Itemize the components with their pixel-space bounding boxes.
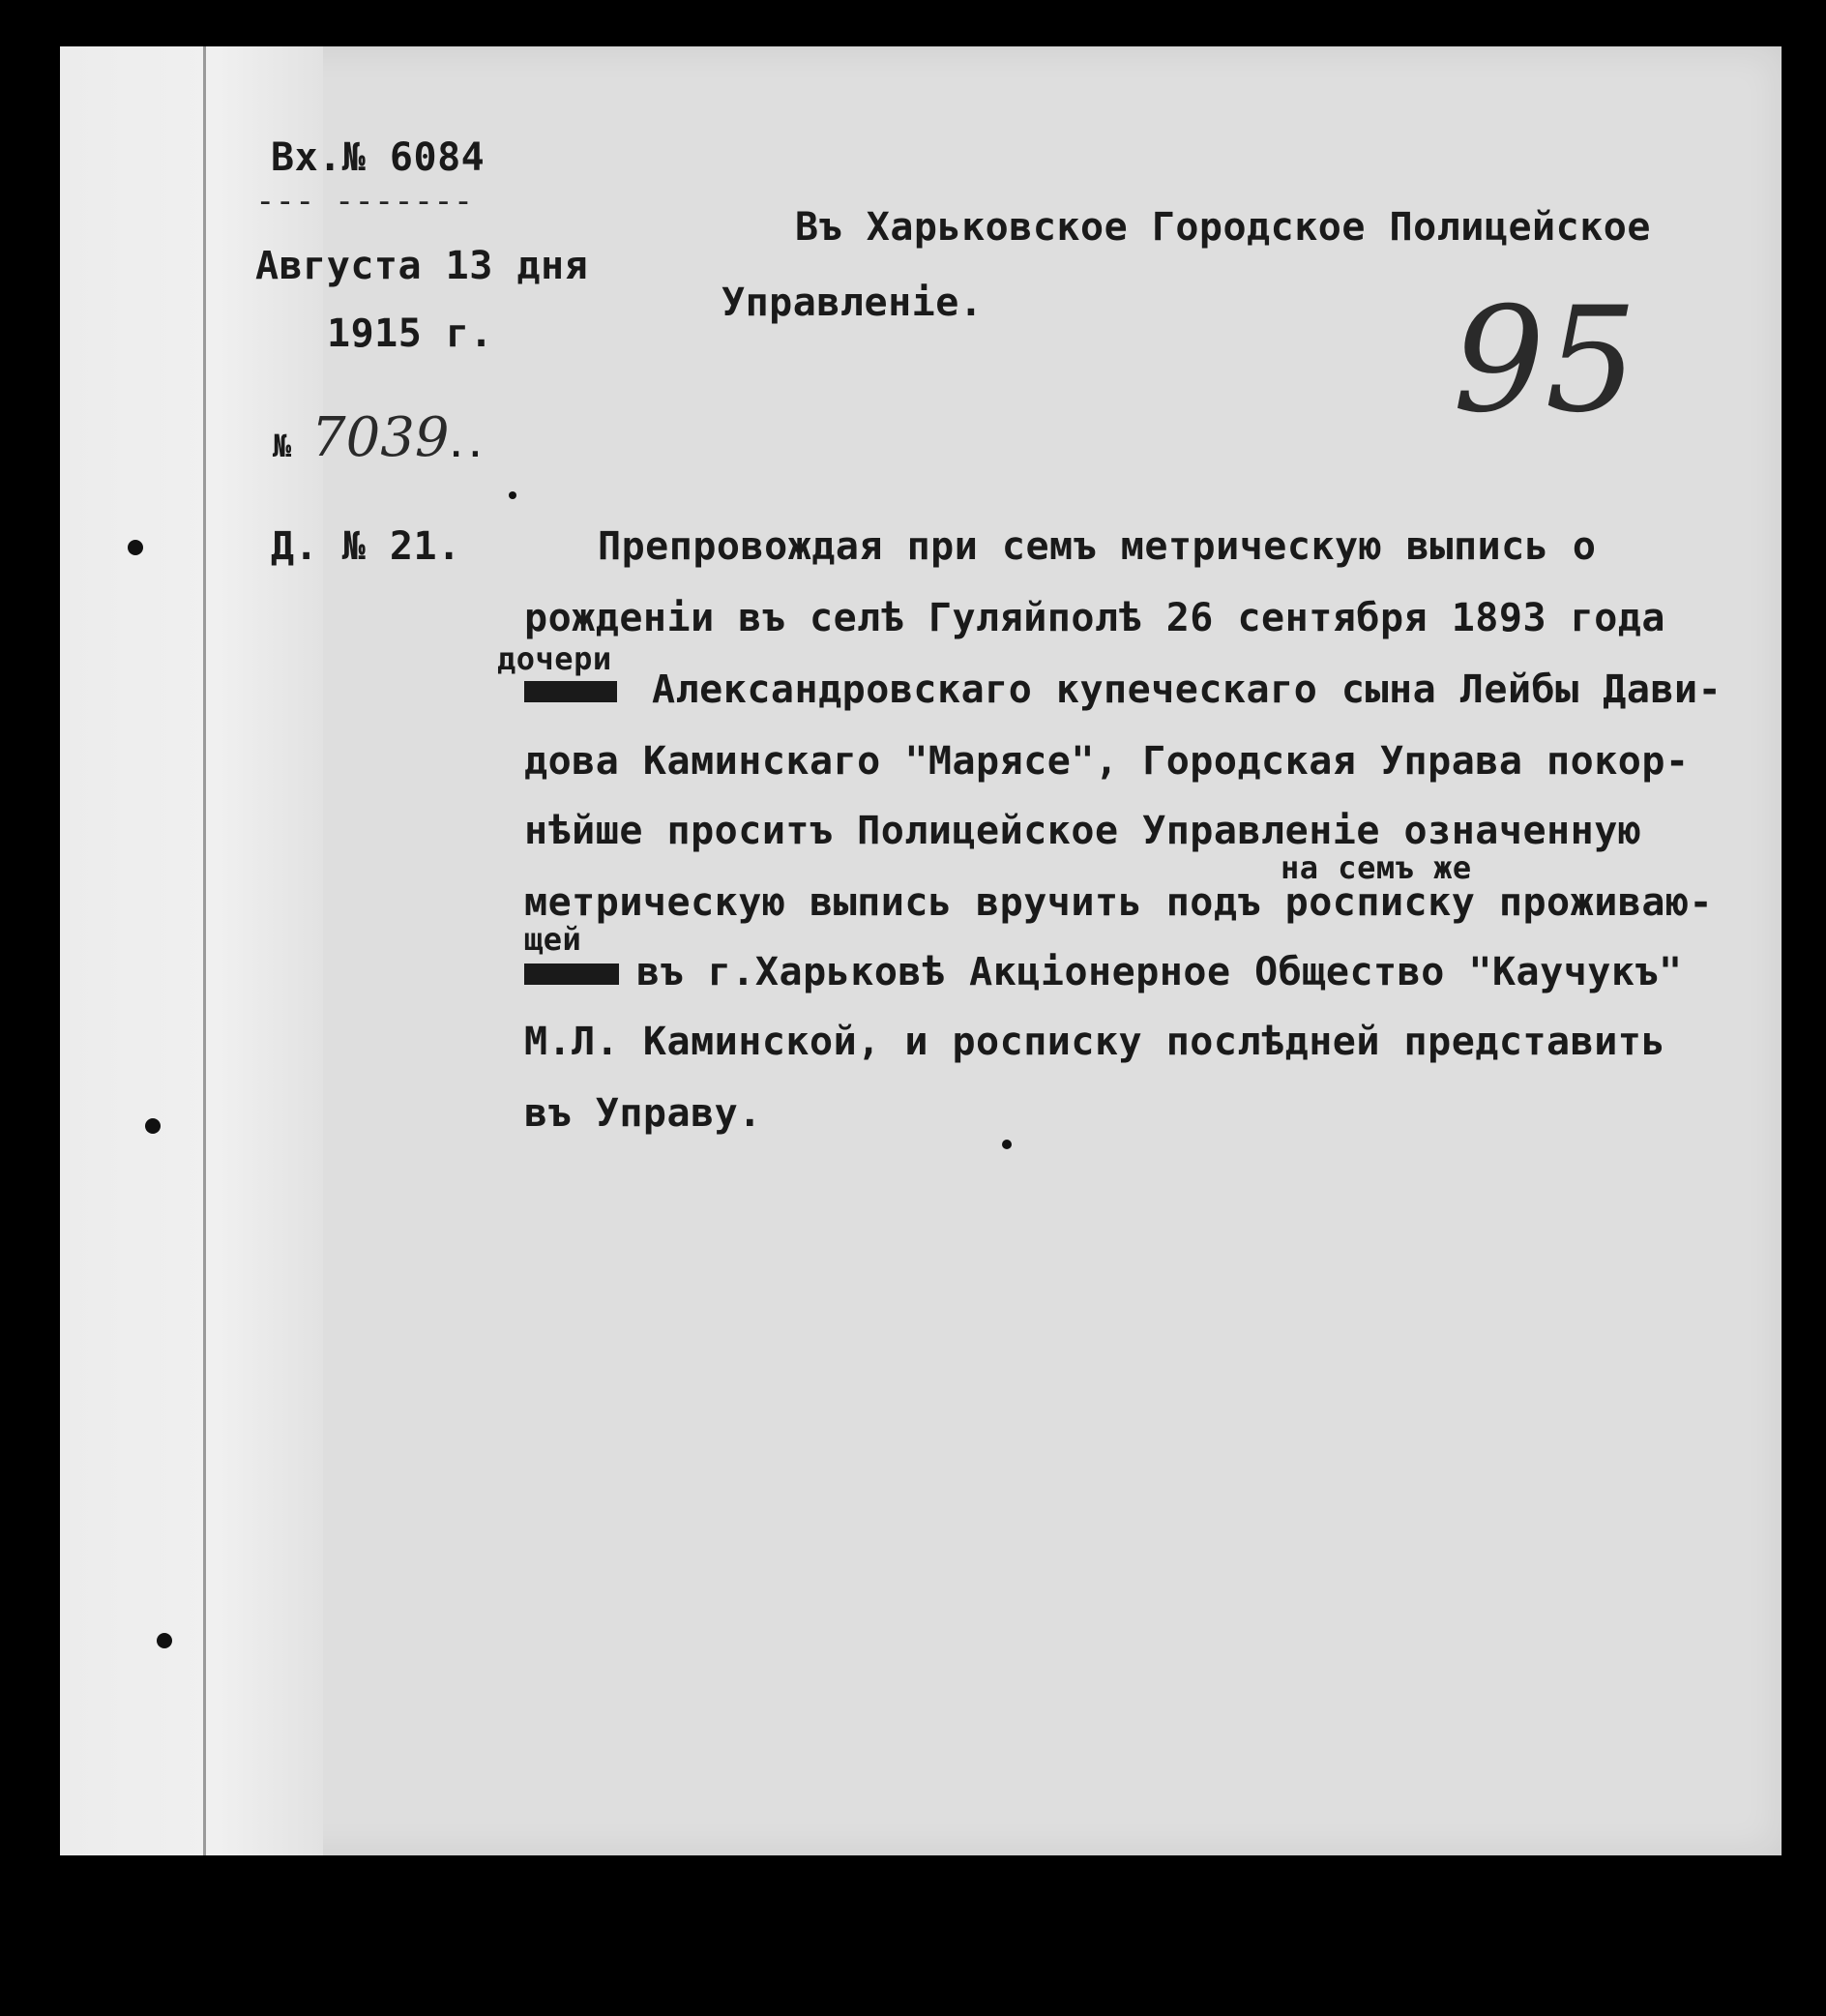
dots: .. xyxy=(447,428,486,464)
body-line-7: въ г.Харьковѣ Акціонерное Общество "Каучукъ" xyxy=(636,950,1683,994)
incoming-number: Вх.№ 6084 xyxy=(271,135,486,180)
body-line-8: М.Л. Каминской, и росписку послѣдней представить xyxy=(524,1020,1665,1064)
struck-out-word xyxy=(524,964,619,985)
body-line-9: въ Управу. xyxy=(524,1091,762,1136)
number-sign: № xyxy=(273,428,292,464)
body-line-6: метрическую выпись вручить подъ росписку проживаю- xyxy=(524,880,1714,925)
body-line-1: Препровождая при семъ метрическую выпись о xyxy=(598,524,1597,569)
year-line: 1915 г. xyxy=(327,311,494,356)
punch-hole xyxy=(157,1633,172,1648)
addressee-line-1: Въ Харьковское Городское Полицейское xyxy=(795,205,1651,250)
separator-dashes: --- ------- xyxy=(255,182,474,221)
body-line-4: дова Каминскаго "Марясе", Городская Управа покор- xyxy=(524,739,1690,784)
handwritten-folio-number: 95 xyxy=(1453,277,1637,445)
inserted-word-residing: щей xyxy=(524,921,582,958)
ink-dot xyxy=(1002,1140,1012,1149)
body-line-5: нѣйше проситъ Полицейское Управленіе означенную xyxy=(524,809,1642,853)
body-line-2: рожденіи въ селѣ Гуляйполѣ 26 сентября 1893 года xyxy=(524,596,1665,640)
ink-dot xyxy=(509,491,516,499)
page-margin-shade xyxy=(60,46,323,1855)
case-number: Д. № 21. xyxy=(271,524,461,569)
punch-hole xyxy=(128,540,143,555)
binding-fold xyxy=(203,46,206,1855)
inserted-word-daughter: дочери xyxy=(497,640,612,677)
handwritten-outgoing-number: 7039 xyxy=(311,406,450,469)
punch-hole xyxy=(145,1118,161,1134)
addressee-line-2: Управленіе. xyxy=(722,281,984,325)
date-line: Августа 13 дня xyxy=(255,244,589,288)
inserted-phrase: на семъ же xyxy=(1281,849,1472,886)
body-line-3: Александровскаго купеческаго сына Лейбы Дави- xyxy=(652,667,1723,712)
document-page xyxy=(60,46,1782,1855)
struck-out-word xyxy=(524,681,617,702)
